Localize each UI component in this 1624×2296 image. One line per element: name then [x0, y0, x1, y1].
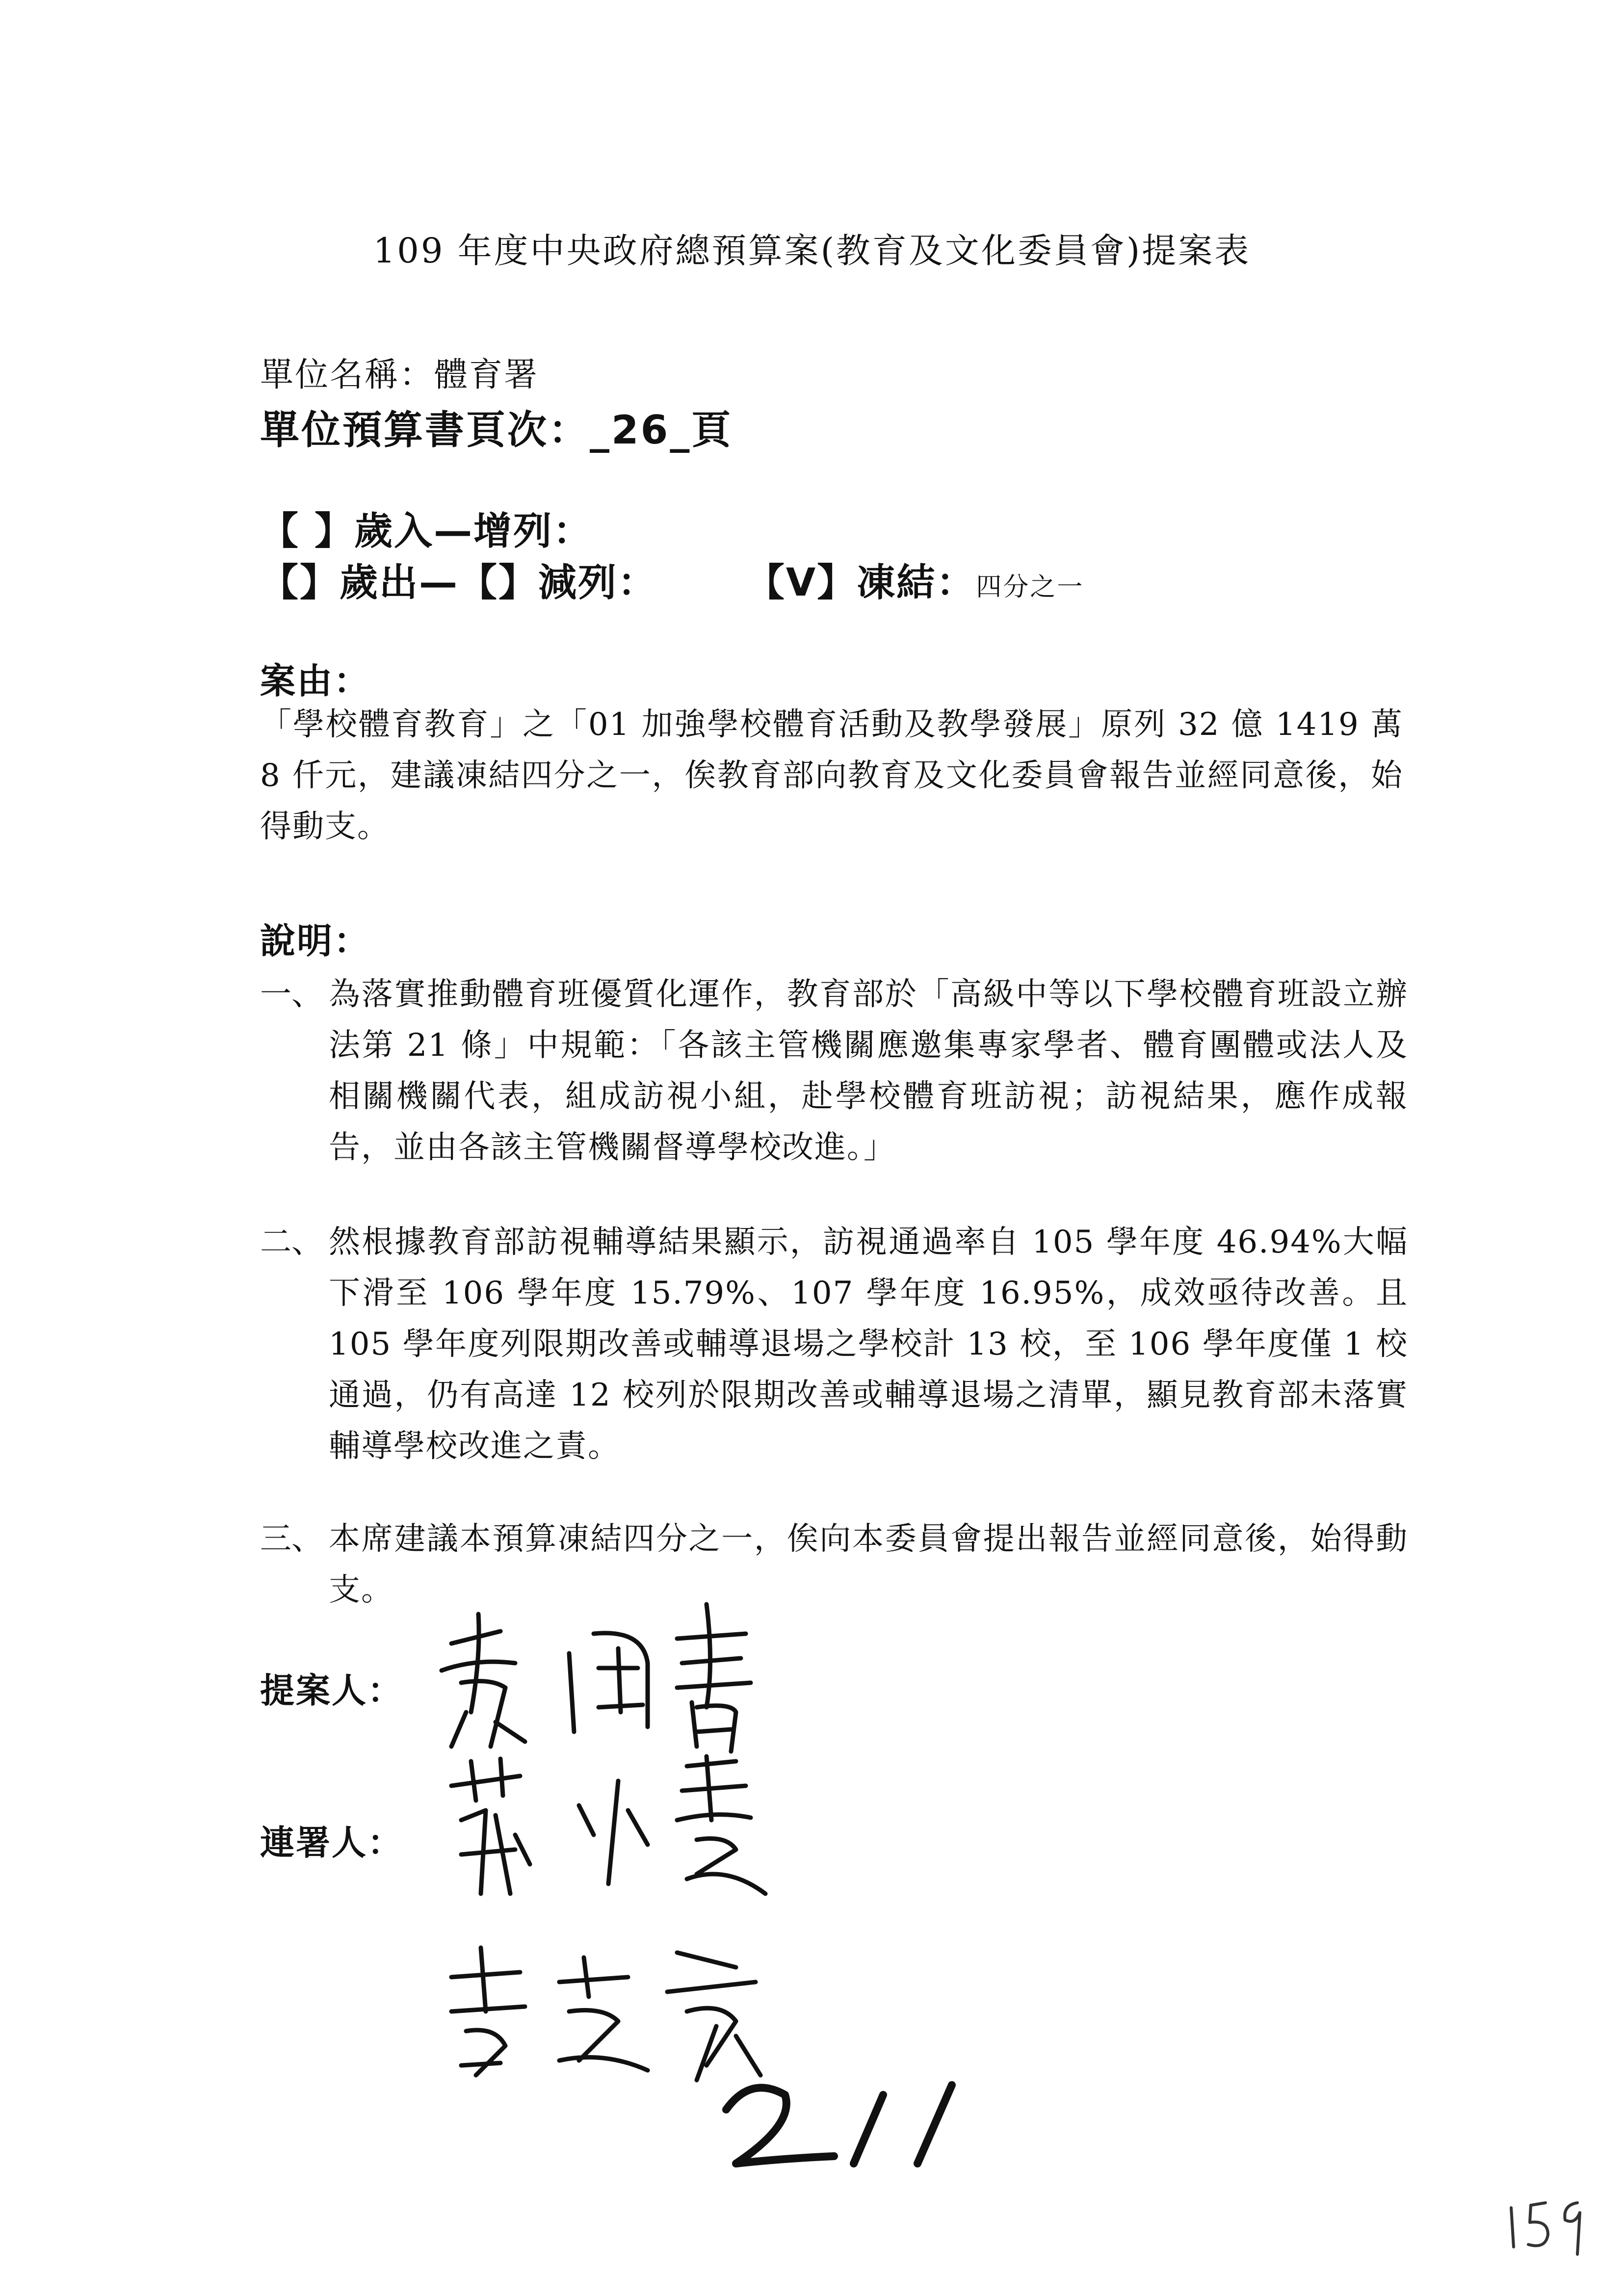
- stamp-number-text: 211: [736, 2168, 759, 2182]
- unit-name: 單位名稱：體育署: [260, 356, 539, 394]
- explanation-item-number: 二、: [260, 1224, 323, 1260]
- proposer-signature: [432, 1585, 775, 1761]
- freeze-amount: 四分之一: [976, 573, 1084, 602]
- cosigner-signature-2: [432, 1938, 775, 2085]
- cosigner-signature-1: [432, 1747, 775, 1908]
- expense-line-text: 【】歲出—【】減列： 【V】凍結：: [260, 561, 976, 605]
- page-mark-handwritten: [1501, 2193, 1590, 2257]
- cosigner-label: 連署人：: [260, 1823, 403, 1863]
- budget-page-reference: 單位預算書頁次：_26_頁: [260, 407, 733, 453]
- revenue-line: 【 】歲入—增列：: [260, 509, 593, 553]
- explanation-item-text: 為落實推動體育班優質化運作，教育部於「高級中等以下學校體育班設立辦法第 21 條」中規範：「各該主管機關應邀集專家學者、體育團體或法人及相關機關代表，組成訪視小組，赴學校體育班訪視；訪視結果，應作成報告，並由各該主管機關督導學校改進。」: [329, 976, 1408, 1166]
- explanation-item-number: 三、: [260, 1521, 323, 1557]
- expense-line: [260, 552, 1084, 607]
- explanation-item-number: 一、: [260, 976, 323, 1013]
- reason-text: 「學校體育教育」之「01 加強學校體育活動及教學發展」原列 32 億 1419 萬 8 仟元，建議凍結四分之一，俟教育部向教育及文化委員會報告並經同意後，始得動支。: [260, 706, 1403, 845]
- page-mark-text: 159: [1506, 2262, 1525, 2273]
- document-title: 109 年度中央政府總預算案(教育及文化委員會)提案表: [373, 231, 1251, 271]
- proposer-label: 提案人：: [260, 1670, 403, 1711]
- stamp-number-handwritten: [707, 2065, 981, 2183]
- reason-heading: 案由：: [260, 660, 371, 702]
- explanation-heading: 說明：: [260, 920, 371, 962]
- explanation-item-text: 本席建議本預算凍結四分之一，俟向本委員會提出報告並經同意後，始得動支。: [329, 1521, 1408, 1608]
- explanation-item-text: 然根據教育部訪視輔導結果顯示，訪視通過率自 105 學年度 46.94%大幅下滑至 106 學年度 15.79%、107 學年度 16.95%，成效亟待改善。且 105 學年度列限期改善或輔導退場之學校計 13 校，至 106 學年度僅 1 校通過，仍有高達 12 校列於限期改善或輔導退場之清單，顯見教育部未落實輔導學校改進之責。: [329, 1224, 1408, 1464]
